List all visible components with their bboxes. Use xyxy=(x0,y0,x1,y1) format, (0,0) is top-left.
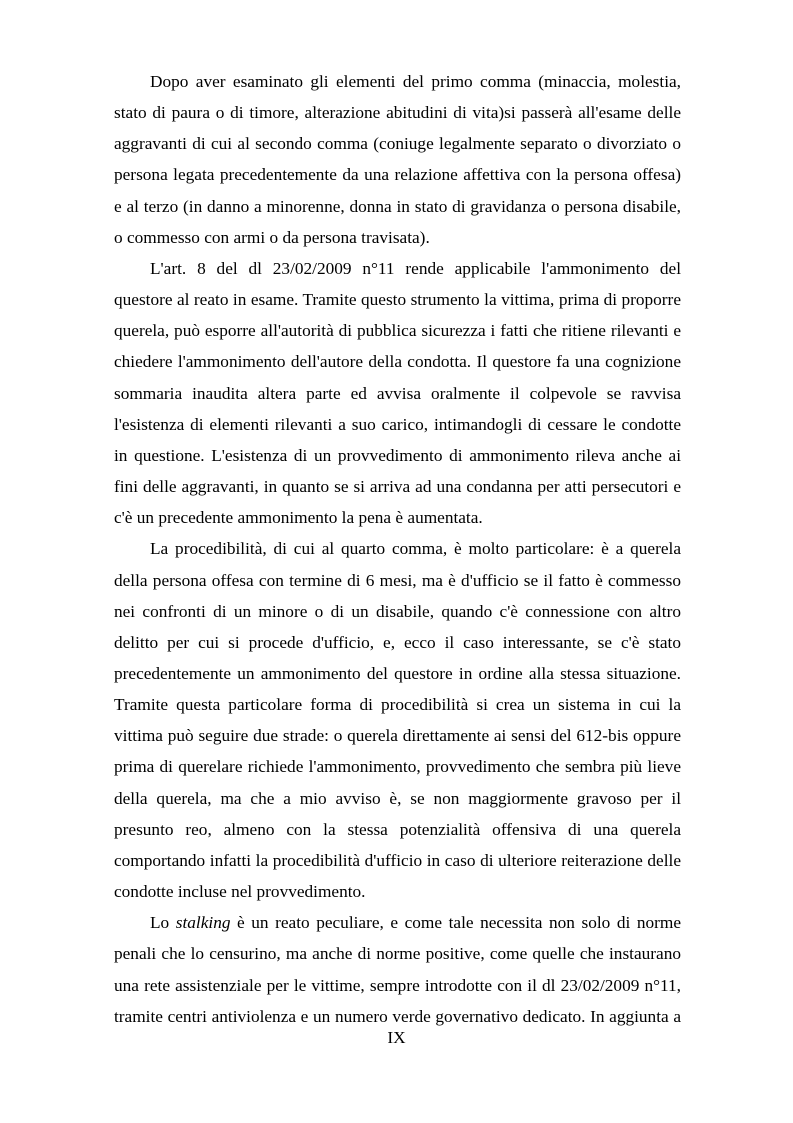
body-text xyxy=(114,66,681,1032)
paragraph-4 xyxy=(114,907,681,1032)
paragraph-4-lead: Lo xyxy=(150,913,176,933)
paragraph-1: Dopo aver esaminato gli elementi del primo comma (minaccia, molestia, stato di paura o di timore, alterazione abitudini di vita)si passerà all'esame delle aggravanti di cui al secondo comma (coniuge legalmente separato o divorziato o persona legata precedentemente da una relazione affettiva con la persona offesa) e al terzo (in danno a minorenne, donna in stato di gravidanza o persona disabile, o commesso con armi o da persona travisata). xyxy=(114,72,681,247)
paragraph-2: L'art. 8 del dl 23/02/2009 n°11 rende applicabile l'ammonimento del questore al reato in esame. Tramite questo strumento la vittima, prima di proporre querela, può esporre all'autorità di pubblica sicurezza i fatti che ritiene rilevanti e chiedere l'ammonimento dell'autore della condotta. Il questore fa una cognizione sommaria inaudita altera parte ed avvisa oralmente il colpevole se ravvisa l'esistenza di elementi rilevanti a suo carico, intimandogli di cessare le condotte in questione. L'esistenza di un provvedimento di ammonimento rileva anche ai fini delle aggravanti, in quanto se si arriva ad una condanna per atti persecutori e c'è un precedente ammonimento la pena è aumentata. xyxy=(114,258,681,528)
page-number: IX xyxy=(387,1028,406,1047)
paragraph-3: La procedibilità, di cui al quarto comma, è molto particolare: è a querela della persona offesa con termine di 6 mesi, ma è d'ufficio se il fatto è commesso nei confronti di un minore o di un disabile, quando c'è connessione con altro delitto per cui si procede d'ufficio, e, ecco il caso interessante, se c'è stato precedentemente un ammonimento del questore in ordine alla stessa situazione. Tramite questa particolare forma di procedibilità si crea un sistema in cui la vittima può seguire due strade: o querela direttamente ai sensi del 612-bis oppure prima di querelare richiede l'ammonimento, provvedimento che sembra più lieve della querela, ma che a mio avviso è, se non maggiormente gravoso per il presunto reo, almeno con la stessa potenzialità offensiva di una querela comportando infatti la procedibilità d'ufficio in caso di ulteriore reiterazione delle condotte incluse nel provvedimento. xyxy=(114,539,681,902)
paragraph-4-italic-term: stalking xyxy=(175,913,231,933)
paragraph-4-rest: è un reato peculiare, e come tale necessita non solo di norme penali che lo censurino, ma anche di norme positive, come quelle che instaurano una rete assistenziale per le vittime, sempre introdotte con il dl 23/02/2009 n°11, tramite centri antiviolenza e un numero verde governativo dedicato. In aggiunta a xyxy=(114,913,682,1026)
